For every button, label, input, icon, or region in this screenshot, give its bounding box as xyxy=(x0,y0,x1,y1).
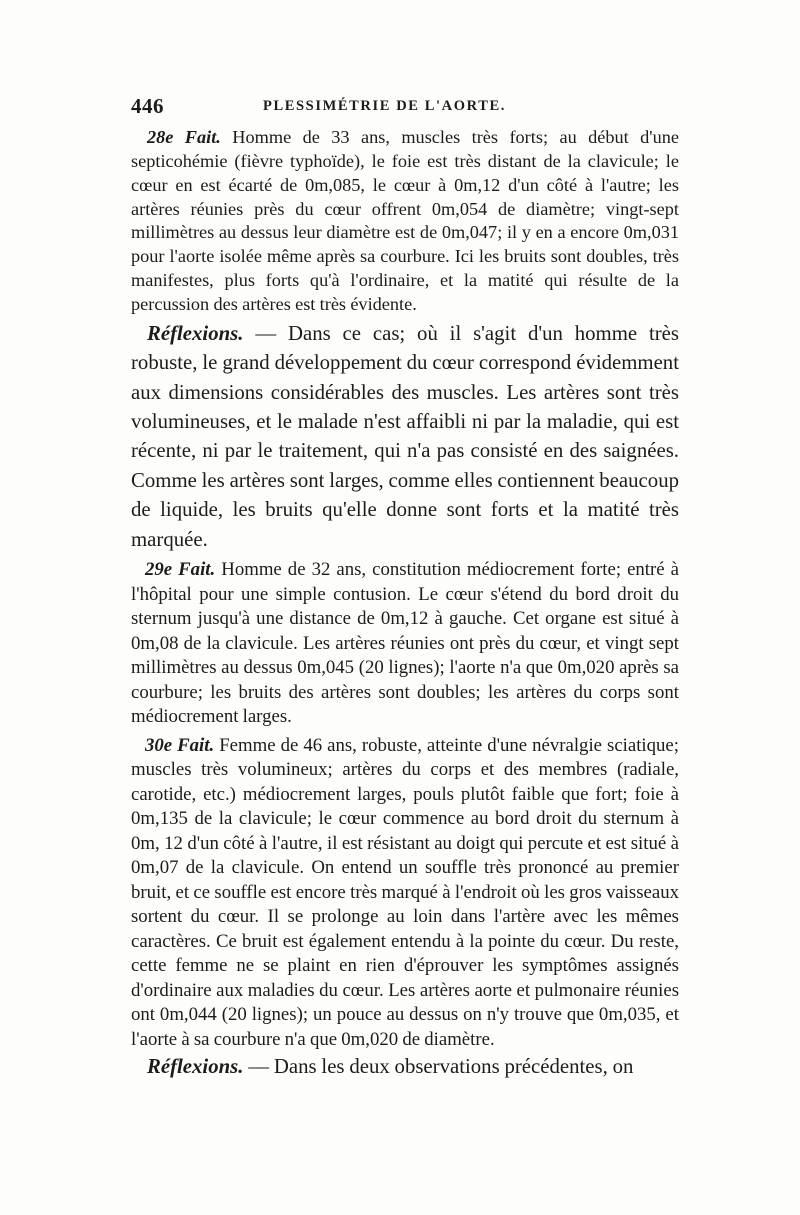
paragraph-lead: 29e Fait. xyxy=(145,559,216,580)
body-text xyxy=(131,126,679,1081)
paragraph-lead: 30e Fait. xyxy=(145,734,215,756)
paragraph-body: Homme de 33 ans, muscles très forts; au début d'une septicohémie (fièvre typhoïde), le foie est très distant de la clavicule; le cœur en est écarté de 0m,085, le cœur à 0m,12 d'un côté à l'autre; les artères réunies près du cœur offrent 0m,054 de diamètre; vingt-sept millimètres au dessus leur diamètre est de 0m,047; il y en a encore 0m,031 pour l'aorte isolée même après sa courbure. Ici les bruits sont doubles, très manifestes, plus forts qu'à l'ordinaire, et la matité qui résulte de la percussion des artères est très évidente. xyxy=(131,127,679,314)
paragraph-body: Femme de 46 ans, robuste, atteinte d'une névralgie sciatique; muscles très volumineux; artères du corps et des membres (radiale, carotide, etc.) médiocrement larges, pouls plutôt faible que fort; foie à 0m,135 de la clavicule; le cœur commence au bord droit du sternum à 0m, 12 d'un côté à l'autre, il est résistant au doigt qui percute et est situé à 0m,07 de la clavicule. On entend un souffle très prononcé au premier bruit, et ce souffle est encore très marqué à l'endroit où les gros vaisseaux sortent du cœur. Il se prolonge au loin dans l'artère avec les mêmes caractères. Ce bruit est également entendu à la pointe du cœur. Du reste, cette femme ne se plaint en rien d'éprouver les symptômes assignés d'ordinaire aux maladies du cœur. Les artères aorte et pulmonaire réunies ont 0m,044 (20 lignes); un pouce au dessus on n'y trouve que 0m,035, et l'aorte à sa courbure n'a que 0m,020 de diamètre. xyxy=(131,734,679,1050)
paragraph-fait-30 xyxy=(131,734,679,1053)
page-number: 446 xyxy=(131,94,164,118)
paragraph-fait-28 xyxy=(131,126,679,317)
paragraph-body: Homme de 32 ans, constitution médiocrement forte; entré à l'hôpital pour une simple contusion. Le cœur s'étend du bord droit du sternum jusqu'à une distance de 0m,12 à gauche. Cet organe est situé à 0m,08 de la clavicule. Les artères réunies ont près du cœur, et vingt sept millimètres au dessus 0m,045 (20 lignes); l'aorte n'a que 0m,020 après sa courbure; les bruits des artères sont doubles; les artères du corps sont médiocrement larges. xyxy=(131,559,679,727)
running-title: PLESSIMÉTRIE DE L'AORTE. xyxy=(263,98,506,114)
page-header xyxy=(131,94,679,120)
paragraph-lead: Réflexions. xyxy=(147,321,244,345)
paragraph-reflexions-2 xyxy=(131,1052,679,1081)
paragraph-body: — Dans ce cas; où il s'agit d'un homme très robuste, le grand développement du cœur correspond évidemment aux dimensions considérables des muscles. Les artères sont très volumineuses, et le malade n'est affaibli ni par la maladie, qui est récente, ni par le traitement, qui n'a pas consisté en des saignées. Comme les artères sont larges, comme elles contiennent beaucoup de liquide, les bruits qu'elle donne sont forts et la matité très marquée. xyxy=(131,321,679,551)
paragraph-reflexions-1 xyxy=(131,319,679,554)
paragraph-fait-29 xyxy=(131,558,679,730)
paragraph-body: — Dans les deux observations précédentes, on xyxy=(243,1055,634,1078)
paragraph-lead: Réflexions. xyxy=(147,1055,244,1078)
paragraph-lead: 28e Fait. xyxy=(147,127,221,147)
